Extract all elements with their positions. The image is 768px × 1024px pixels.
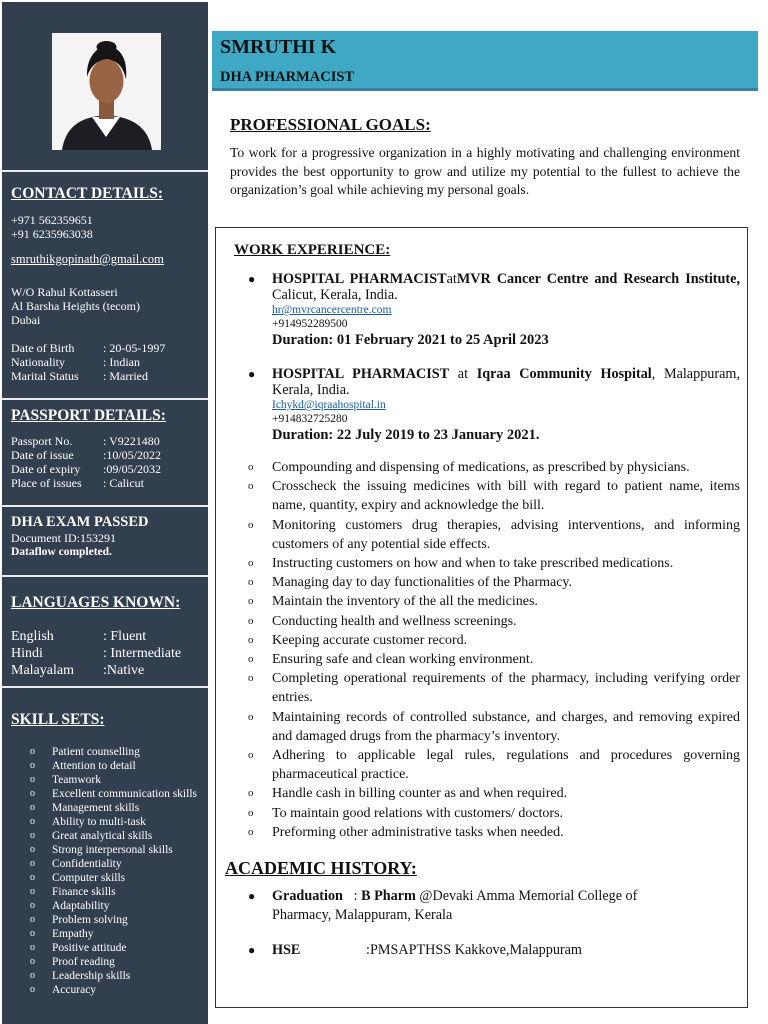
list-item: o Handle cash in billing counter as and when required. <box>248 786 568 802</box>
list-item: o Compounding and dispensing of medications, as prescribed by physicians. <box>248 460 690 475</box>
candidate-title: DHA PHARMACIST <box>220 69 355 85</box>
job-heading: HOSPITAL PHARMACIST at Iqraa Community Hospital, Malappuram, Kerala, India. <box>272 366 740 398</box>
goals-text: To work for a progressive organization in a highly motivating and challenging environment provides the best opportunity to grow and utilize my potential to the fullest to achieve the organization’s goal while achieving my personal goals. <box>230 145 740 197</box>
passport-heading: PASSPORT DETAILS: <box>11 407 166 424</box>
dha-dataflow: Dataflow completed. <box>11 546 112 558</box>
education-entry: ● Graduation : B Pharm @Devaki Amma Memorial College of Pharmacy, Malappuram, Kerala <box>248 888 638 923</box>
bullet-icon: ● <box>248 367 256 381</box>
job-phone: +914832725280 <box>272 413 348 425</box>
education-entry: ● HSE :PMSAPTHSS Kakkove,Malappuram <box>248 942 582 958</box>
candidate-name: SMRUTHI K <box>220 36 337 58</box>
sidebar <box>2 2 208 1024</box>
job-duration: Duration: 01 February 2021 to 25 April 2023 <box>272 332 549 348</box>
job-phone: +914952289500 <box>272 318 348 330</box>
list-item: o Adhering to applicable legal rules, regulations and procedures governing pharmaceutical practice. <box>248 748 740 783</box>
list-item: o Problem solving <box>30 914 128 926</box>
divider <box>2 686 208 688</box>
list-item: o Conducting health and wellness screenings. <box>248 613 517 629</box>
academic-heading: ACADEMIC HISTORY: <box>225 858 417 878</box>
list-item: o Preforming other administrative tasks when needed. <box>248 824 564 840</box>
address-line-1: W/O Rahul Kottasseri <box>11 285 118 299</box>
contact-heading: CONTACT DETAILS: <box>11 185 164 202</box>
nationality-row: Nationality : Indian <box>11 355 140 369</box>
bullet-icon: ● <box>248 889 256 903</box>
languages-heading: LANGUAGES KNOWN: <box>11 594 181 611</box>
profile-photo <box>52 33 161 150</box>
dha-document-id: Document ID:153291 <box>11 531 116 545</box>
list-item: o Crosscheck the issuing medicines with bill with regard to patient name, items name, quantity, expiry and acknowledge the bill. <box>248 479 740 514</box>
job-entry <box>248 366 740 444</box>
dha-heading: DHA EXAM PASSED <box>11 514 149 530</box>
dob-row: Date of Birth : 20-05-1997 <box>11 341 166 355</box>
phone-uae: +971 562359651 <box>11 213 93 227</box>
list-item: o Maintaining records of controlled substance, and charges, and removing expired and damaged drugs from the pharmacy’s inventory. <box>248 709 740 744</box>
divider <box>2 170 208 172</box>
skills-list <box>2 745 208 997</box>
email-link[interactable]: smruthikgopinath@gmail.com <box>11 252 164 266</box>
list-item: o Adaptability <box>30 900 110 912</box>
language-english: English : Fluent <box>11 629 147 644</box>
list-item: o Excellent communication skills <box>30 788 197 800</box>
list-item: o Leadership skills <box>30 970 131 982</box>
list-item: o Confidentiality <box>30 858 122 870</box>
header-banner <box>212 31 758 91</box>
job-duration: Duration: 22 July 2019 to 23 January 2021. <box>272 427 540 443</box>
list-item: o Empathy <box>30 928 94 940</box>
list-item: o Teamwork <box>30 774 102 786</box>
work-heading: WORK EXPERIENCE: <box>234 242 391 258</box>
list-item: o Monitoring customers drug therapies, advising interventions, and informing customers of any potential side effects. <box>248 517 740 552</box>
bullet-icon: ● <box>248 272 256 286</box>
list-item: o Computer skills <box>30 872 126 884</box>
language-malayalam: Malayalam :Native <box>11 663 145 678</box>
bullet-icon: ● <box>248 943 256 957</box>
goals-heading: PROFESSIONAL GOALS: <box>230 115 431 134</box>
list-item: o Keeping accurate customer record. <box>248 632 468 648</box>
job-heading: HOSPITAL PHARMACISTatMVR Cancer Centre and Research Institute, Calicut, Kerala, India. <box>272 271 740 303</box>
list-item: o Proof reading <box>30 956 115 968</box>
job-email-link[interactable]: hr@mvrcancercentre.com <box>272 304 392 316</box>
divider <box>2 505 208 507</box>
phone-india: +91 6235963038 <box>11 227 93 241</box>
list-item: o Strong interpersonal skills <box>30 844 173 856</box>
list-item: o Attention to detail <box>30 760 136 772</box>
divider <box>2 575 208 577</box>
list-item: o Maintain the inventory of the all the medicines. <box>248 594 538 610</box>
list-item: o Completing operational requirements of the pharmacy, including verifying order entries. <box>248 671 740 706</box>
profile-photo-image <box>52 33 161 150</box>
address-line-2: Al Barsha Heights (tecom) <box>11 299 140 313</box>
place-of-issue-row: Place of issues : Calicut <box>11 476 144 490</box>
skills-heading: SKILL SETS: <box>11 711 105 728</box>
marital-status-row: Marital Status : Married <box>11 369 148 383</box>
list-item: o Instructing customers on how and when to take prescribed medications. <box>248 556 674 572</box>
list-item: o Accuracy <box>30 984 97 996</box>
list-item: o Managing day to day functionalities of the Pharmacy. <box>248 575 573 591</box>
list-item: o Ability to multi-task <box>30 816 146 828</box>
list-item: o To maintain good relations with customers/ doctors. <box>248 805 564 821</box>
expiry-date-row: Date of expiry :09/05/2032 <box>11 462 162 476</box>
job-email-link[interactable]: Ichykd@iqraahospital.in <box>272 399 386 411</box>
list-item: o Finance skills <box>30 886 116 898</box>
address-line-3: Dubai <box>11 313 41 327</box>
list-item: o Ensuring safe and clean working environment. <box>248 652 534 668</box>
passport-no-row: Passport No. : V9221480 <box>11 434 160 448</box>
job-entry <box>248 271 740 349</box>
issue-date-row: Date of issue :10/05/2022 <box>11 448 162 462</box>
list-item: o Great analytical skills <box>30 830 153 842</box>
duties-list <box>248 458 740 842</box>
language-hindi: Hindi : Intermediate <box>11 646 182 661</box>
divider <box>2 398 208 400</box>
banner-underline <box>212 88 758 91</box>
list-item: o Patient counselling <box>30 746 140 758</box>
list-item: o Positive attitude <box>30 942 127 954</box>
list-item: o Management skills <box>30 802 140 814</box>
